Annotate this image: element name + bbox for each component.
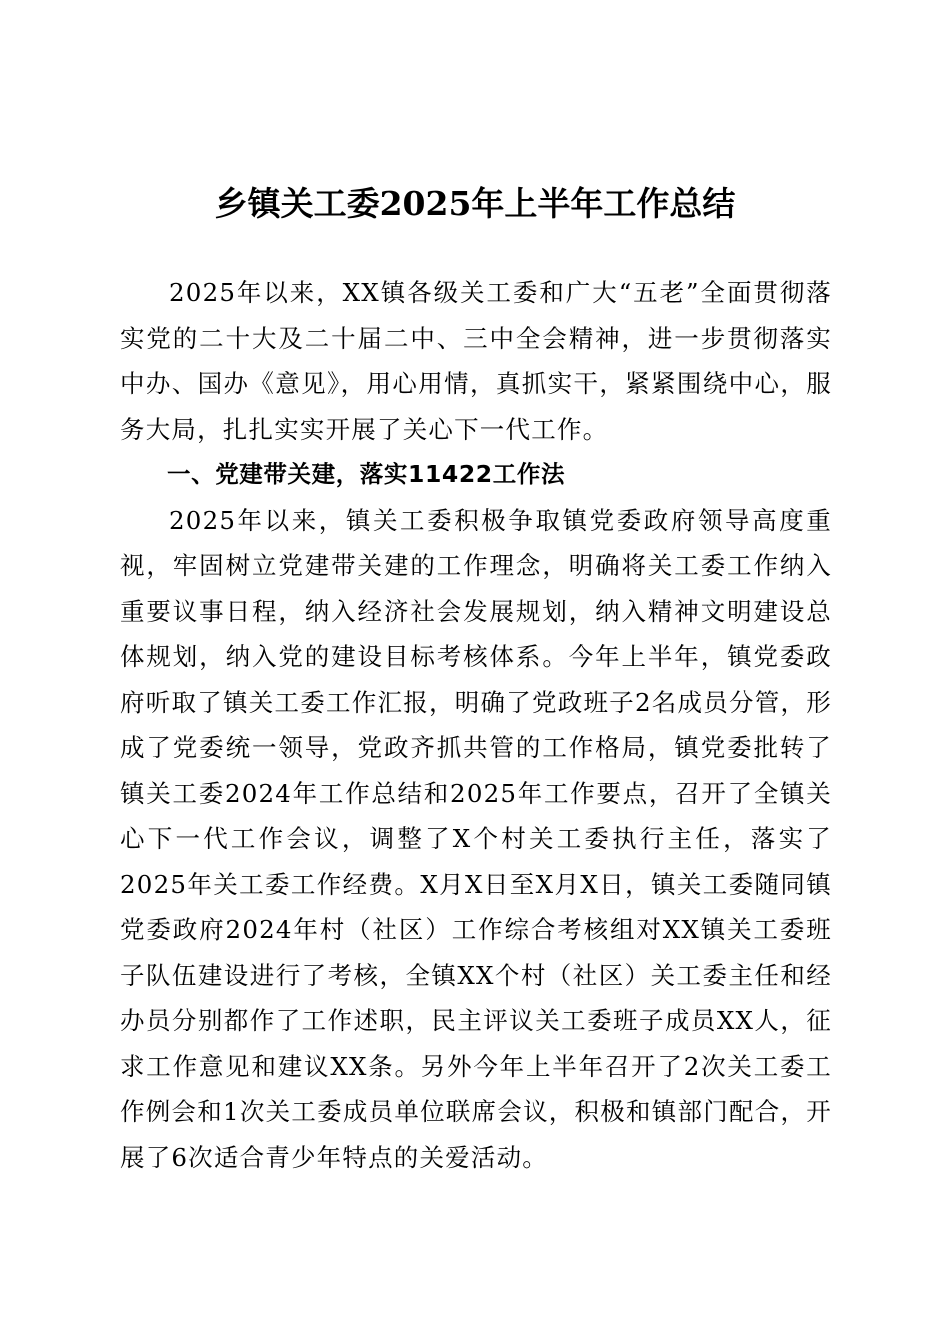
section-heading: 一、党建带关建，落实11422工作法 xyxy=(167,460,566,488)
intro-paragraph: 2025年以来，XX镇各级关工委和广大“五老”全面贯彻落实党的二十大及二十届二中、三中全会精神，进一步贯彻落实中办、国办《意见》，用心用情，真抓实干，紧紧围绕中心，服务大局，扎扎实实开展了关心下一代工作。 xyxy=(120,278,832,444)
section-paragraph: 2025年以来，镇关工委积极争取镇党委政府领导高度重视，牢固树立党建带关建的工作理念，明确将关工委工作纳入重要议事日程，纳入经济社会发展规划，纳入精神文明建设总体规划，纳入党的建设目标考核体系。今年上半年，镇党委政府听取了镇关工委工作汇报，明确了党政班子2名成员分管，形成了党委统一领导，党政齐抓共管的工作格局，镇党委批转了镇关工委2024年工作总结和2025年工作要点，召开了全镇关心下一代工作会议，调整了X个村关工委执行主任，落实了2025年关工委工作经费。X月X日至X月X日，镇关工委随同镇党委政府2024年村（社区）工作综合考核组对XX镇关工委班子队伍建设进行了考核，全镇XX个村（社区）关工委主任和经办员分别都作了工作述职，民主评议关工委班子成员XX人，征求工作意见和建议XX条。另外今年上半年召开了2次关工委工作例会和1次关工委成员单位联席会议，积极和镇部门配合，开展了6次适合青少年特点的关爱活动。 xyxy=(120,505,832,1172)
document-body xyxy=(120,270,832,1180)
document-title: 乡镇关工委2025年上半年工作总结 xyxy=(214,184,736,223)
